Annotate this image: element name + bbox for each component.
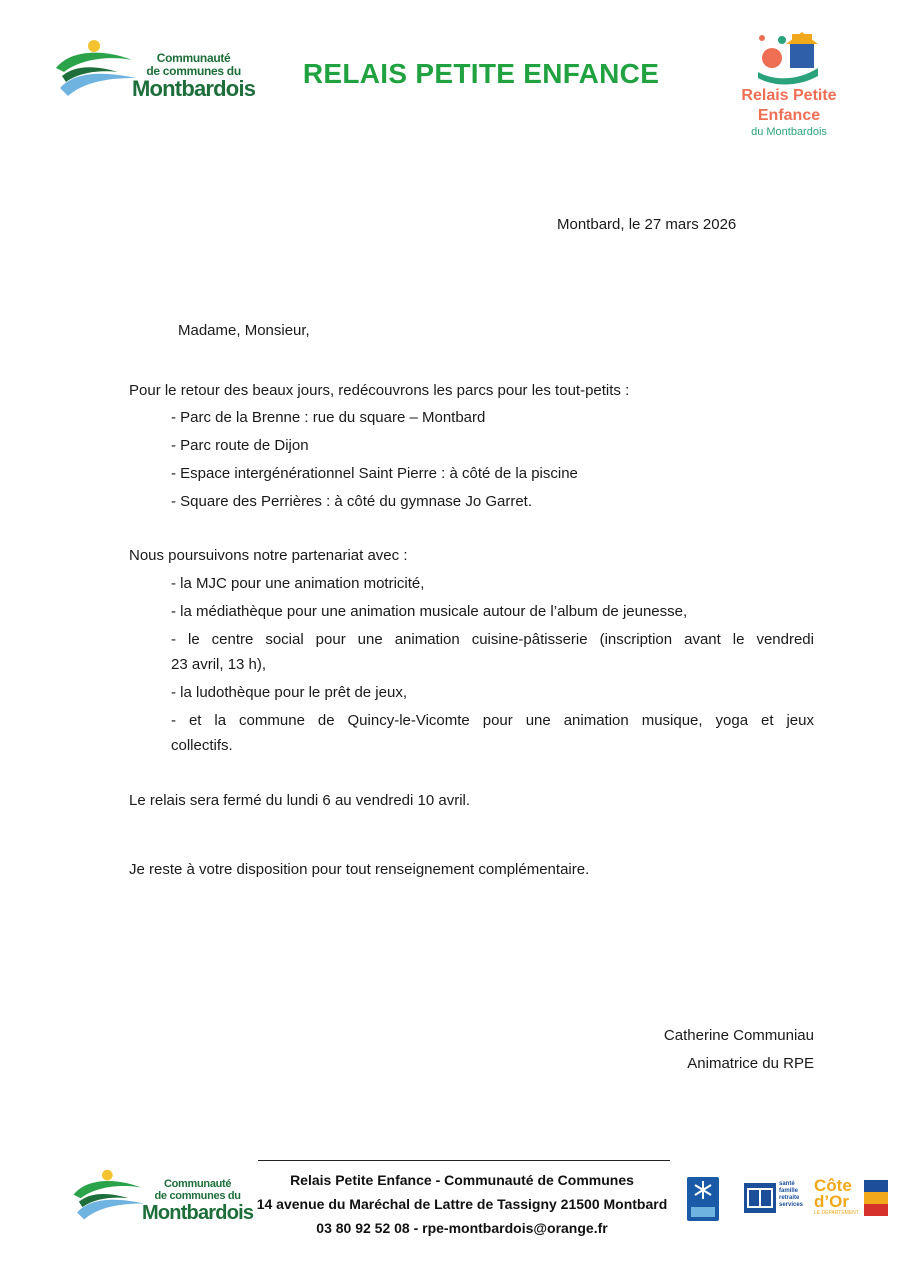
footer-contact: 03 80 92 52 08 - rpe-montbardois@orange.fr xyxy=(316,1220,608,1236)
msa-logo-icon xyxy=(744,1183,776,1213)
ccm-logo-mark-icon xyxy=(52,38,142,110)
park-item: - Parc route de Dijon xyxy=(171,437,309,454)
footer-org: Relais Petite Enfance - Communauté de Communes xyxy=(290,1172,634,1188)
park-item: - Square des Perrières : à côté du gymnase Jo Garret. xyxy=(171,493,533,510)
page-title: RELAIS PETITE ENFANCE xyxy=(302,58,660,89)
letter-date: Montbard, le 27 mars 2026 xyxy=(557,216,737,233)
signature-role: Animatrice du RPE xyxy=(687,1055,814,1072)
signature-name: Catherine Communiau xyxy=(663,1027,814,1044)
ccm-logo-line3: Montbardois xyxy=(142,1202,254,1224)
ccm-logo-line1: Communauté xyxy=(156,51,231,65)
cote-dor-line2: d’Or xyxy=(814,1192,849,1211)
msa-word: famille xyxy=(779,1188,799,1194)
salutation: Madame, Monsieur, xyxy=(178,322,310,339)
rpe-logo-line1: Relais Petite xyxy=(741,87,837,104)
partner-item-continued: 23 avril, 13 h), xyxy=(171,656,267,673)
partner-item: - le centre social pour une animation cuisine-pâtisserie (inscription avant le vendredi xyxy=(171,631,814,648)
partner-item-continued: collectifs. xyxy=(171,737,233,754)
partner-item: - la ludothèque pour le prêt de jeux, xyxy=(171,684,407,701)
ccm-logo-line2: de communes du xyxy=(146,64,241,78)
partner-item: - la MJC pour une animation motricité, xyxy=(171,575,425,592)
rpe-logo xyxy=(730,28,848,140)
park-item: - Parc de la Brenne : rue du square – Montbard xyxy=(171,409,486,426)
cote-dor-line1: Côte xyxy=(814,1176,852,1195)
rpe-logo-line2: Enfance xyxy=(757,107,821,124)
msa-word: retraite xyxy=(779,1195,800,1201)
ccm-logo-text xyxy=(132,52,255,100)
cote-dor-flag-icon xyxy=(864,1180,888,1216)
partner-item: - et la commune de Quincy-le-Vicomte pour une animation musique, yoga et jeux xyxy=(171,712,814,729)
msa-logo-text xyxy=(779,1181,803,1209)
closing-sentence: Je reste à votre disposition pour tout renseignement complémentaire. xyxy=(129,861,590,878)
partner-item: - la médiathèque pour une animation musicale autour de l’album de jeunesse, xyxy=(171,603,688,620)
partners-intro: Nous poursuivons notre partenariat avec : xyxy=(129,547,408,564)
msa-word: services xyxy=(779,1202,804,1208)
footer-divider xyxy=(258,1160,670,1161)
cote-dor-sub: LE DÉPARTEMENT xyxy=(814,1210,859,1216)
footer-ccm-logo xyxy=(70,1167,254,1233)
snowflake-icon xyxy=(687,1177,719,1203)
caf-logo-band xyxy=(691,1207,715,1217)
closure-notice: Le relais sera fermé du lundi 6 au vendredi 10 avril. xyxy=(129,792,471,809)
ccm-logo xyxy=(52,38,256,110)
ccm-logo-mark-icon xyxy=(70,1167,150,1233)
park-item: - Espace intergénérationnel Saint Pierre : à côté de la piscine xyxy=(171,465,578,482)
ccm-logo-line1: Communauté xyxy=(163,1178,232,1190)
cote-dor-logo xyxy=(814,1178,859,1216)
msa-mark-icon xyxy=(744,1183,776,1213)
ccm-logo-line3: Montbardois xyxy=(132,76,256,101)
house-family-icon xyxy=(756,28,822,86)
ccm-logo-line2: de communes du xyxy=(154,1190,241,1202)
rpe-logo-line3: du Montbardois xyxy=(751,126,827,138)
caf-logo-icon xyxy=(687,1177,719,1221)
footer-address: 14 avenue du Maréchal de Lattre de Tassigny 21500 Montbard xyxy=(256,1196,668,1212)
msa-word: santé xyxy=(779,1181,795,1187)
parks-intro: Pour le retour des beaux jours, redécouvrons les parcs pour les tout-petits : xyxy=(129,382,630,399)
